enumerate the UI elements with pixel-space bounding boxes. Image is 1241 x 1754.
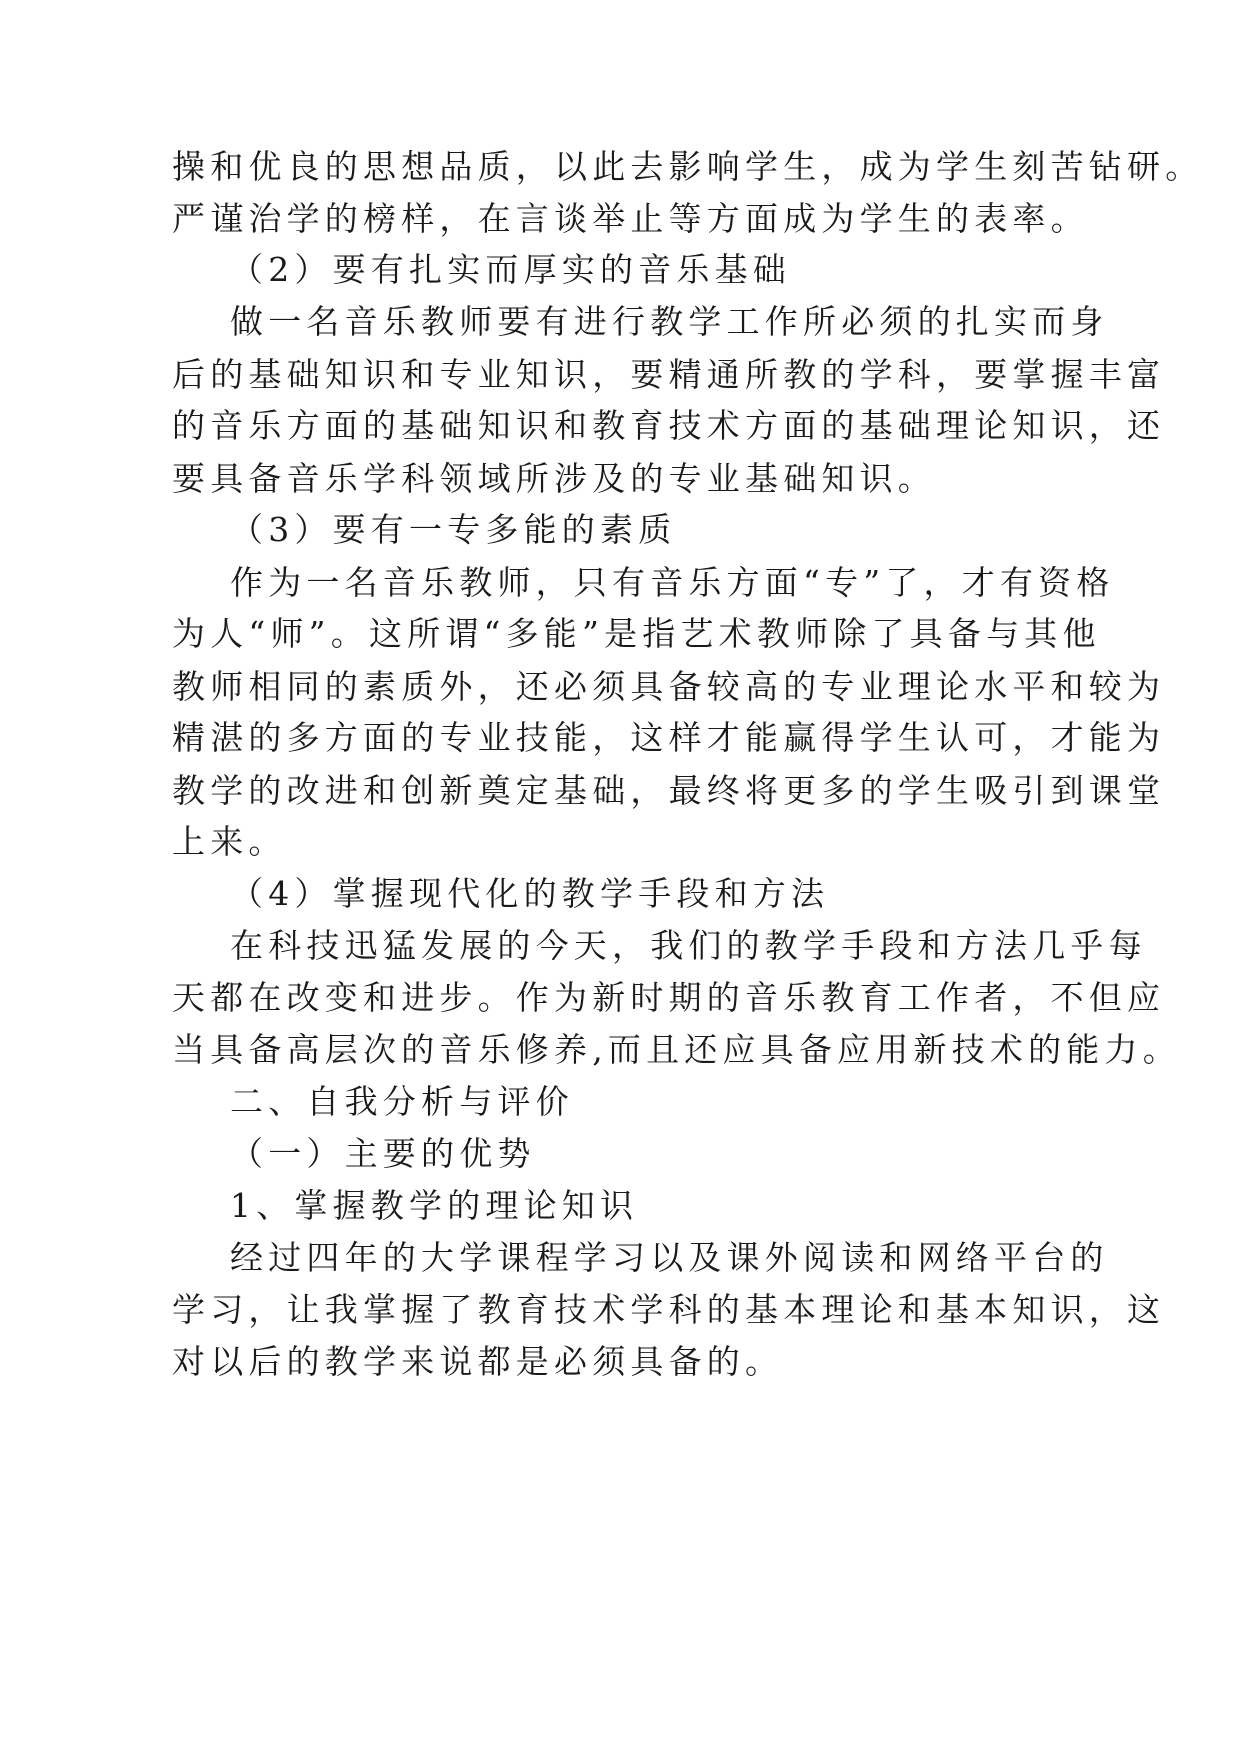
text-line: 上来。 [172, 822, 287, 861]
text-line: 经过四年的大学课程学习以及课外阅读和网络平台的 [230, 1238, 1109, 1277]
text-line: 当具备高层次的音乐修养,而且还应具备应用新技术的能力。 [172, 1030, 1181, 1069]
text-line: 做一名音乐教师要有进行教学工作所必须的扎实而身 [230, 302, 1109, 341]
text-line: 天都在改变和进步。作为新时期的音乐教育工作者，不但应 [172, 978, 1166, 1017]
text-line: 教学的改进和创新奠定基础，最终将更多的学生吸引到课堂 [172, 771, 1166, 810]
text-line: 学习，让我掌握了教育技术学科的基本理论和基本知识，这 [172, 1290, 1166, 1329]
text-line: 精湛的多方面的专业技能，这样才能赢得学生认可，才能为 [172, 718, 1166, 757]
section-heading: 二、自我分析与评价 [230, 1082, 574, 1121]
text-line: 严谨治学的榜样，在言谈举止等方面成为学生的表率。 [172, 199, 1089, 238]
text-line: 后的基础知识和专业知识，要精通所教的学科，要掌握丰富 [172, 355, 1166, 394]
subsection-heading: （一）主要的优势 [230, 1134, 536, 1173]
text-line: 在科技迅猛发展的今天，我们的教学手段和方法几乎每 [230, 926, 1147, 965]
item-heading: 1、掌握教学的理论知识 [230, 1186, 639, 1225]
text-line: 为人“师”。这所谓“多能”是指艺术教师除了具备与其他 [172, 614, 1101, 653]
text-line: 对以后的教学来说都是必须具备的。 [172, 1342, 784, 1381]
text-line: 的音乐方面的基础知识和教育技术方面的基础理论知识，还 [172, 406, 1166, 445]
text-line: 要具备音乐学科领域所涉及的专业基础知识。 [172, 459, 936, 498]
text-line: 操和优良的思想品质，以此去影响学生，成为学生刻苦钻研。 [172, 147, 1204, 186]
text-line: 作为一名音乐教师，只有音乐方面“专”了，才有资格 [230, 563, 1115, 602]
text-line: 教师相同的素质外，还必须具备较高的专业理论水平和较为 [172, 667, 1166, 706]
subheading-3: （3）要有一专多能的素质 [230, 510, 677, 549]
subheading-4: （4）掌握现代化的教学手段和方法 [230, 874, 830, 913]
subheading-2: （2）要有扎实而厚实的音乐基础 [230, 250, 791, 289]
